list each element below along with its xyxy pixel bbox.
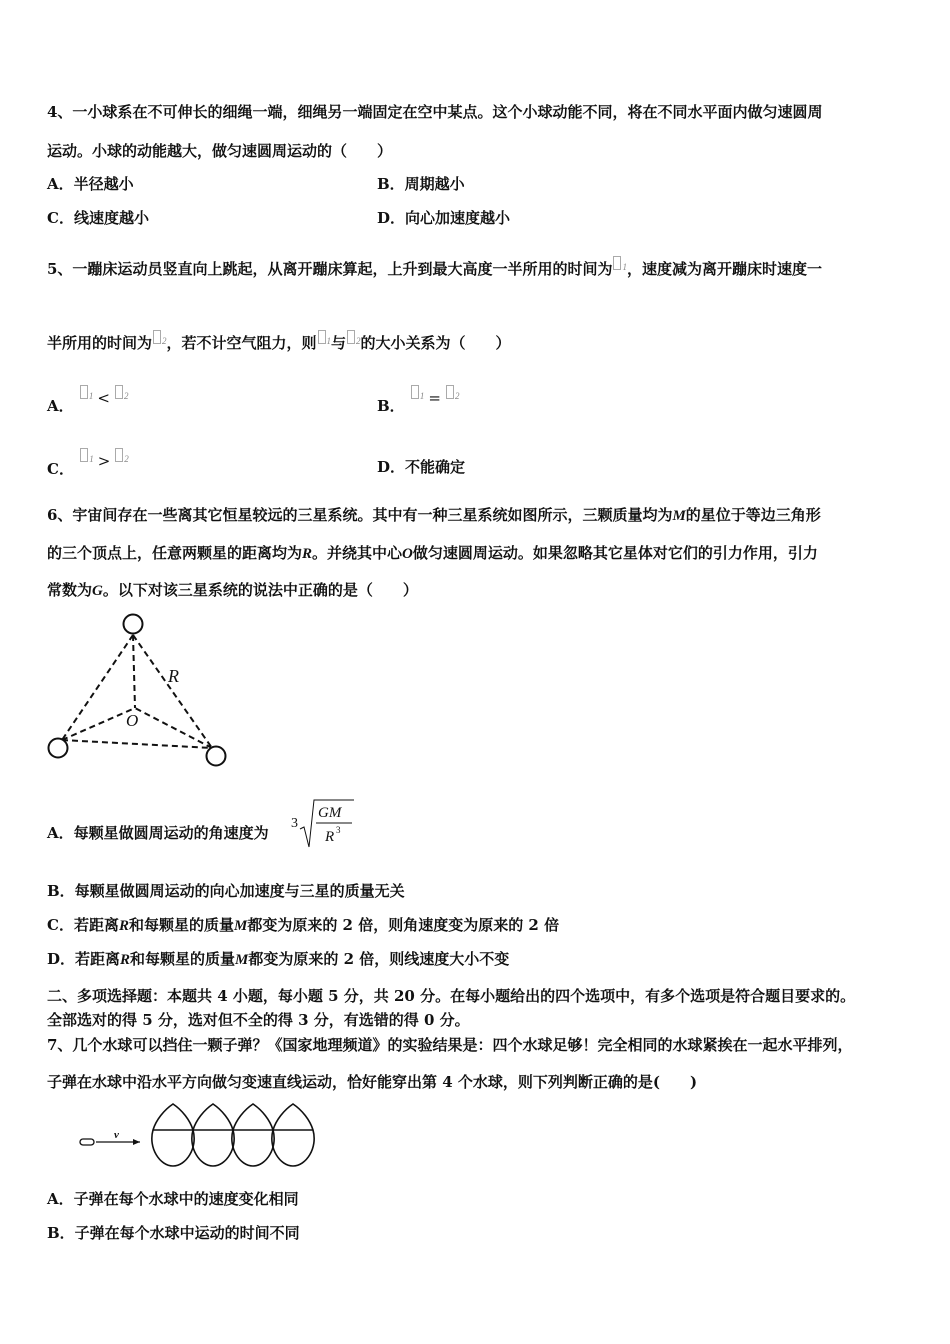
section2-heading-line-2: 全部选对的得 5 分，选对但不全的得 3 分，有选错的得 0 分。: [47, 1011, 470, 1029]
angular-velocity-formula: [288, 795, 358, 853]
water-balloon-2: [192, 1104, 234, 1166]
option-formula: [79, 389, 129, 407]
q7-option-a: A．子弹在每个水球中的速度变化相同: [47, 1190, 299, 1208]
q5-stem-text: 的大小关系为（ ）: [360, 334, 511, 352]
subscript: 1: [622, 262, 627, 272]
q5-option-c: [47, 452, 129, 479]
variable-o: O: [402, 546, 413, 562]
q5-stem-text: 与: [331, 334, 347, 352]
q5-stem-text: 5、一蹦床运动员竖直向上跳起，从离开蹦床算起，上升到最大高度一半所用的时间为: [47, 260, 613, 278]
section2-heading-line-1: 二、多项选择题：本题共 4 小题，每小题 5 分，共 20 分。在每小题给出的四个选项中，有多个选项是符合题目要求的。: [47, 987, 856, 1005]
less-than-sign: <: [97, 389, 110, 407]
placeholder-icon: [80, 385, 88, 399]
q4-stem-line-1: 4、一小球系在不可伸长的细绳一端，细绳另一端固定在空中某点。这个小球动能不同，将在不同水平面内做匀速圆周: [47, 103, 823, 121]
option-text: 都变为原来的 2 倍，则角速度变为原来的 2 倍: [247, 916, 560, 934]
q4-option-b: B．周期越小: [377, 175, 465, 193]
water-balloons: [152, 1104, 314, 1166]
q6-stem-text: 。以下对该三星系统的说法中正确的是（ ）: [102, 581, 418, 599]
label-v: v: [114, 1129, 119, 1141]
subscript: 2: [162, 336, 167, 346]
formula-numerator: GM: [318, 805, 342, 821]
placeholder-icon: [411, 385, 419, 399]
variable-m: M: [235, 952, 249, 968]
q5-stem-line-2: [47, 330, 511, 353]
label-o: O: [126, 711, 139, 730]
subscript: 2: [123, 391, 129, 401]
q6-stem-line-1: [47, 504, 821, 525]
equals-sign: =: [428, 389, 441, 407]
q6-stem-text: 6、宇宙间存在一些离其它恒星较远的三星系统。其中有一种三星系统如图所示，三颗质量均为: [47, 506, 673, 524]
greater-than-sign: >: [97, 452, 111, 470]
label-r: R: [168, 666, 179, 686]
option-text: C．若距离: [47, 916, 119, 934]
variable-r: R: [120, 952, 131, 968]
subscript: 2: [124, 454, 129, 464]
option-label: C．: [47, 460, 74, 478]
bullet-icon: [80, 1139, 94, 1145]
q4-option-d: D．向心加速度越小: [377, 209, 511, 227]
option-label: A．: [47, 397, 74, 415]
q6-stem-text: 的三个顶点上，任意两颗星的距离均为: [47, 544, 303, 562]
q6-option-c: [47, 914, 559, 935]
formula-exponent: 3: [336, 825, 341, 835]
q4-option-a: A．半径越小: [47, 175, 134, 193]
placeholder-icon: [153, 330, 161, 344]
placeholder-icon: [318, 330, 326, 344]
q6-stem-line-2: [47, 542, 818, 563]
option-text: 都变为原来的 2 倍，则线速度大小不变: [248, 950, 510, 968]
q6-stem-text: 的星位于等边三角形: [685, 506, 821, 524]
subscript: 1: [326, 336, 332, 346]
q7-stem-line-2: 子弹在水球中沿水平方向做匀变速直线运动，恰好能穿出第 4 个水球，则下列判断正确的是( ): [47, 1073, 698, 1091]
q5-stem-line-1: [47, 256, 822, 279]
formula-denominator: R: [325, 829, 335, 845]
option-text: D．若距离: [47, 950, 121, 968]
variable-m: M: [233, 918, 248, 934]
subscript: 1: [88, 391, 94, 401]
placeholder-icon: [347, 330, 355, 344]
water-balloon-1: [152, 1104, 194, 1166]
option-text: 和每颗星的质量: [130, 950, 236, 968]
option-text: 和每颗星的质量: [128, 916, 234, 934]
subscript: 2: [356, 336, 361, 346]
q5-stem-text: 半所用的时间为: [47, 334, 153, 352]
q6-stem-text: 。并绕其中心: [312, 544, 403, 562]
placeholder-icon: [115, 448, 123, 462]
triangle-dashed-lines: [62, 635, 212, 748]
option-formula: [79, 452, 129, 470]
water-balloons-figure: [76, 1100, 316, 1172]
arrow-head: [133, 1139, 140, 1145]
formula-coefficient: 3: [291, 816, 298, 831]
q6-option-b: B．每颗星做圆周运动的向心加速度与三星的质量无关: [47, 882, 405, 900]
variable-g: G: [92, 583, 103, 599]
q5-option-a: [47, 389, 129, 416]
variable-r: R: [118, 918, 129, 934]
q4-stem-line-2: 运动。小球的动能越大，做匀速圆周运动的（ ）: [47, 142, 393, 160]
placeholder-icon: [115, 385, 123, 399]
option-formula: [410, 389, 460, 407]
subscript: 1: [89, 454, 94, 464]
q7-option-b: B．子弹在每个水球中运动的时间不同: [47, 1224, 300, 1242]
placeholder-icon: [446, 385, 454, 399]
variable-r: R: [302, 546, 313, 562]
q6-option-d: [47, 948, 509, 969]
three-star-diagram: [40, 610, 240, 770]
star-right: [207, 747, 226, 766]
star-left: [49, 739, 68, 758]
star-top: [124, 615, 143, 634]
q5-option-d: D．不能确定: [377, 458, 466, 476]
water-balloon-3: [232, 1104, 274, 1166]
q7-stem-line-1: 7、几个水球可以挡住一颗子弹？《国家地理频道》的实验结果是：四个水球足够！完全相同的水球紧挨在一起水平排列，: [47, 1036, 853, 1054]
q5-option-b: [377, 389, 460, 416]
placeholder-icon: [613, 256, 621, 270]
water-balloon-4: [272, 1104, 314, 1166]
variable-m: M: [672, 508, 686, 524]
q6-stem-text: 做匀速圆周运动。如果忽略其它星体对它们的引力作用，引力: [412, 544, 818, 562]
subscript: 2: [455, 391, 460, 401]
placeholder-icon: [80, 448, 88, 462]
q5-stem-text: ，若不计空气阻力，则: [166, 334, 317, 352]
subscript: 1: [419, 391, 425, 401]
q6-option-a: A．每颗星做圆周运动的角速度为: [47, 824, 269, 842]
option-label: B．: [377, 397, 405, 415]
q4-option-c: C．线速度越小: [47, 209, 149, 227]
q6-stem-text: 常数为: [47, 581, 93, 599]
q6-stem-line-3: [47, 579, 418, 600]
q5-stem-text: ，速度减为离开蹦床时速度一: [626, 260, 822, 278]
